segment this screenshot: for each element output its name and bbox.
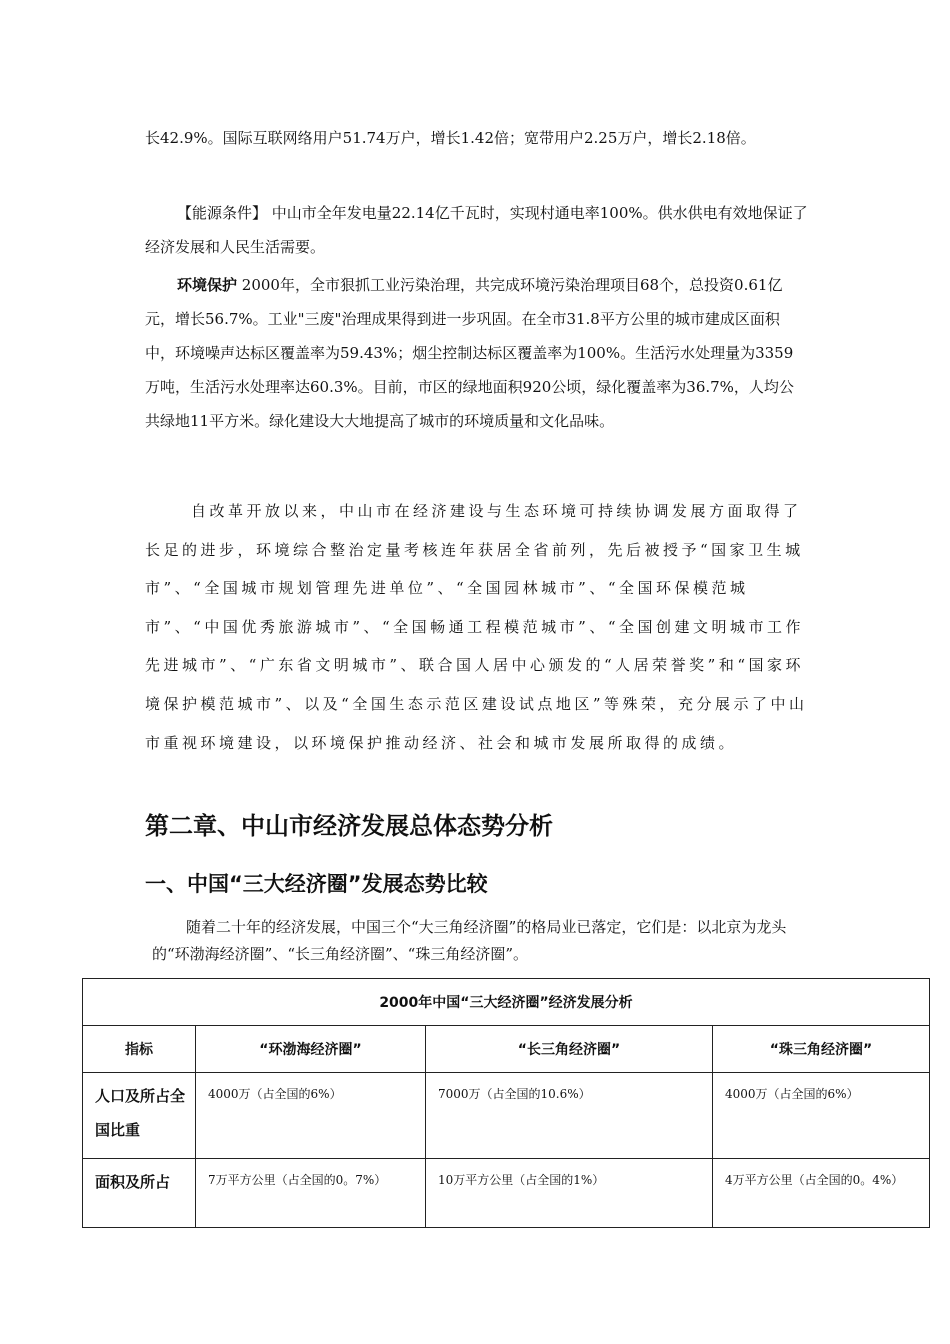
economic-circle-table xyxy=(82,978,930,1228)
table-title: 2000年中国“三大经济圈”经济发展分析 xyxy=(83,979,930,1026)
table-cell: 10万平方公里（占全国的1%） xyxy=(426,1159,713,1228)
environment-text: 2000年，全市狠抓工业污染治理，共完成环境污染治理项目68个，总投资0.61亿元，增长56.7%。工业"三废"治理成果得到进一步巩固。在全市31.8平方公里的城市建成区面积中，环境噪声达标区覆盖率为59.43%；烟尘控制达标区覆盖率为100%。生活污水处理量为3359万吨，生活污水处理率达60.3%。目前，市区的绿地面积920公顷，绿化覆盖率为36.7%，人均公共绿地11平方米。绿化建设大大地提高了城市的环境质量和文化品味。 xyxy=(145,276,794,430)
paragraph-energy xyxy=(145,196,808,264)
table-cell: 7000万（占全国的10.6%） xyxy=(426,1073,713,1159)
table-header-row xyxy=(83,1026,930,1073)
paragraph-intro: 随着二十年的经济发展，中国三个“大三角经济圈”的格局业已落定，它们是：以北京为龙头的“环渤海经济圈”、“长三角经济圈”、“珠三角经济圈”。 xyxy=(152,918,787,963)
row-label: 面积及所占 xyxy=(83,1159,196,1228)
table-header-indicator: 指标 xyxy=(83,1026,196,1073)
paragraph-environment xyxy=(145,268,808,438)
table-row xyxy=(83,1159,930,1228)
table-header-pearl: “珠三角经济圈” xyxy=(713,1026,930,1073)
table-cell: 4000万（占全国的6%） xyxy=(713,1073,930,1159)
table-cell: 4万平方公里（占全国的0。4%） xyxy=(713,1159,930,1228)
chapter-title: 第二章、中山市经济发展总体态势分析 xyxy=(145,812,553,840)
section-title: 一、中国“三大经济圈”发展态势比较 xyxy=(145,872,488,896)
table-cell: 7万平方公里（占全国的0。7%） xyxy=(196,1159,426,1228)
energy-label: 【能源条件】 xyxy=(177,204,268,222)
table-cell: 4000万（占全国的6%） xyxy=(196,1073,426,1159)
environment-label: 环境保护 xyxy=(177,276,238,294)
table-header-yangtze: “长三角经济圈” xyxy=(426,1026,713,1073)
row-label: 人口及所占全国比重 xyxy=(83,1073,196,1159)
paragraph-telecom: 长42.9%。国际互联网络用户51.74万户，增长1.42倍；宽带用户2.25万户，增长2.18倍。 xyxy=(145,129,756,147)
table-row xyxy=(83,1073,930,1159)
energy-text: 中山市全年发电量22.14亿千瓦时，实现村通电率100%。供水供电有效地保证了经济发展和人民生活需要。 xyxy=(145,204,808,256)
paragraph-honors: 自改革开放以来，中山市在经济建设与生态环境可持续协调发展方面取得了长足的进步，环境综合整治定量考核连年获居全省前列，先后被授予“国家卫生城市”、“全国城市规划管理先进单位”、“全国园林城市”、“全国环保模范城市”、“中国优秀旅游城市”、“全国畅通工程模范城市”、“全国创建文明城市工作先进城市”、“广东省文明城市”、联合国人居中心颁发的“人居荣誉奖”和“国家环境保护模范城市”、以及“全国生态示范区建设试点地区”等殊荣，充分展示了中山市重视环境建设，以环境保护推动经济、社会和城市发展所取得的成绩。 xyxy=(145,502,808,752)
table-header-bohai: “环渤海经济圈” xyxy=(196,1026,426,1073)
